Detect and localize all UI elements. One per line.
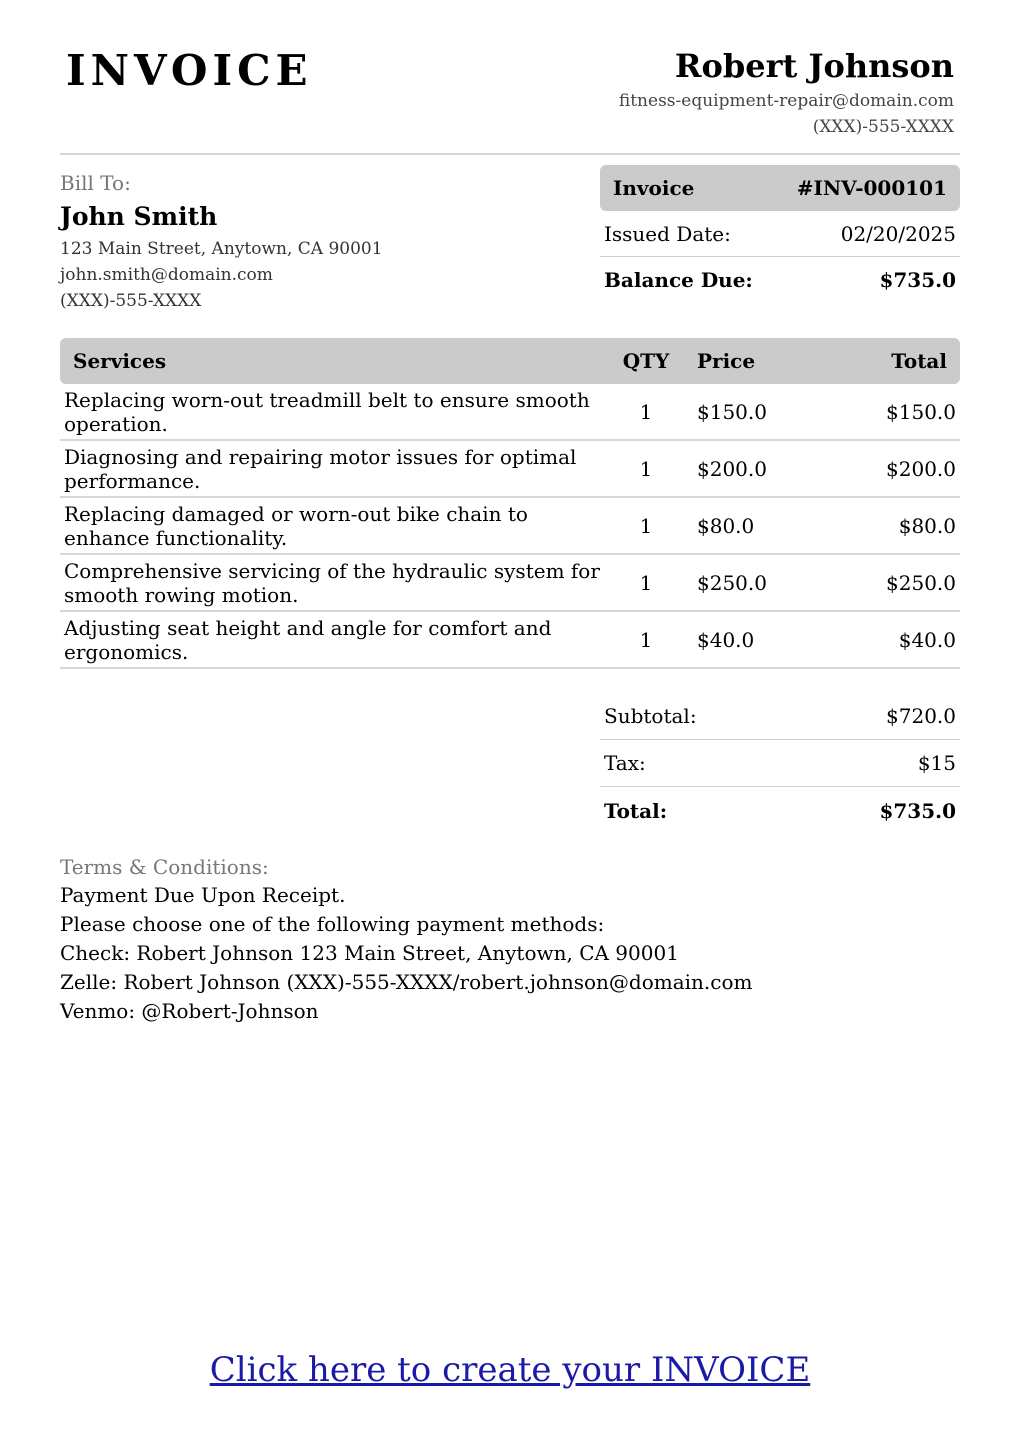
client-address: 123 Main Street, Anytown, CA 90001 [60,239,383,259]
issued-date-row [600,211,960,257]
subtotal-row [600,693,960,740]
client-email: john.smith@domain.com [60,265,273,285]
table-row [60,441,960,498]
tax-label: Tax: [604,751,646,775]
terms-line: Please choose one of the following payment methods: [60,912,605,936]
terms-line: Venmo: @Robert-Johnson [60,999,319,1023]
bill-to-block [60,170,383,314]
table-row [60,384,960,441]
service-description: Replacing worn-out treadmill belt to ensure smooth operation. [64,387,590,436]
header-price: Price [697,349,756,373]
business-name: Robert Johnson [674,47,954,85]
service-price: $150.0 [697,399,767,424]
service-description: Diagnosing and repairing motor issues for optimal performance. [64,444,577,493]
balance-due-label: Balance Due: [604,268,753,292]
terms-label: Terms & Conditions: [60,855,269,879]
tax-value: $15 [917,751,956,775]
business-info [619,44,954,140]
terms-line: Payment Due Upon Receipt. [60,883,346,907]
service-total: $150.0 [886,399,956,424]
balance-due-value: $735.0 [879,268,956,292]
table-row [60,498,960,555]
service-total: $80.0 [898,513,956,538]
service-qty: 1 [639,513,653,538]
service-price: $200.0 [697,456,767,481]
service-description: Comprehensive servicing of the hydraulic system for smooth rowing motion. [64,558,600,607]
header-services: Services [73,349,167,373]
create-invoice-link[interactable]: Click here to create your INVOICE [209,1350,811,1390]
terms-line: Check: Robert Johnson 123 Main Street, Anytown, CA 90001 [60,941,679,965]
issued-date-value: 02/20/2025 [840,221,956,246]
service-qty: 1 [639,456,653,481]
service-total: $40.0 [898,627,956,652]
service-price: $80.0 [697,513,755,538]
business-email: fitness-equipment-repair@domain.com [618,91,954,111]
invoice-page [60,0,960,1443]
service-total: $250.0 [886,570,956,595]
header-total: Total [891,349,947,373]
total-label: Total: [604,798,668,823]
services-table-header [60,338,960,384]
service-description: Replacing damaged or worn-out bike chain to enhance functionality. [64,501,528,550]
subtotal-value: $720.0 [886,704,956,728]
service-total: $200.0 [886,456,956,481]
subtotal-label: Subtotal: [604,704,697,728]
service-price: $250.0 [697,570,767,595]
table-row [60,555,960,612]
table-row [60,612,960,669]
terms-line: Zelle: Robert Johnson (XXX)-555-XXXX/robert.johnson@domain.com [60,970,753,994]
totals-block [600,693,960,834]
document-title: INVOICE [66,46,313,95]
header-qty: QTY [622,349,670,373]
service-qty: 1 [639,627,653,652]
service-qty: 1 [639,570,653,595]
balance-due-row [600,257,960,303]
invoice-number: #INV-000101 [796,176,947,200]
services-table [60,338,960,669]
bill-to-label: Bill To: [60,171,131,195]
issued-date-label: Issued Date: [604,221,731,246]
service-description: Adjusting seat height and angle for comfort and ergonomics. [64,615,552,664]
client-phone: (XXX)-555-XXXX [60,291,202,311]
service-qty: 1 [639,399,653,424]
service-price: $40.0 [697,627,755,652]
total-row [600,787,960,834]
invoice-meta [600,165,960,303]
header-divider [60,153,960,155]
business-phone: (XXX)-555-XXXX [812,117,954,137]
invoice-number-header [600,165,960,211]
client-name: John Smith [60,202,218,231]
terms-block [60,853,960,1026]
total-value: $735.0 [879,798,956,823]
tax-row [600,740,960,787]
invoice-label: Invoice [613,176,695,200]
